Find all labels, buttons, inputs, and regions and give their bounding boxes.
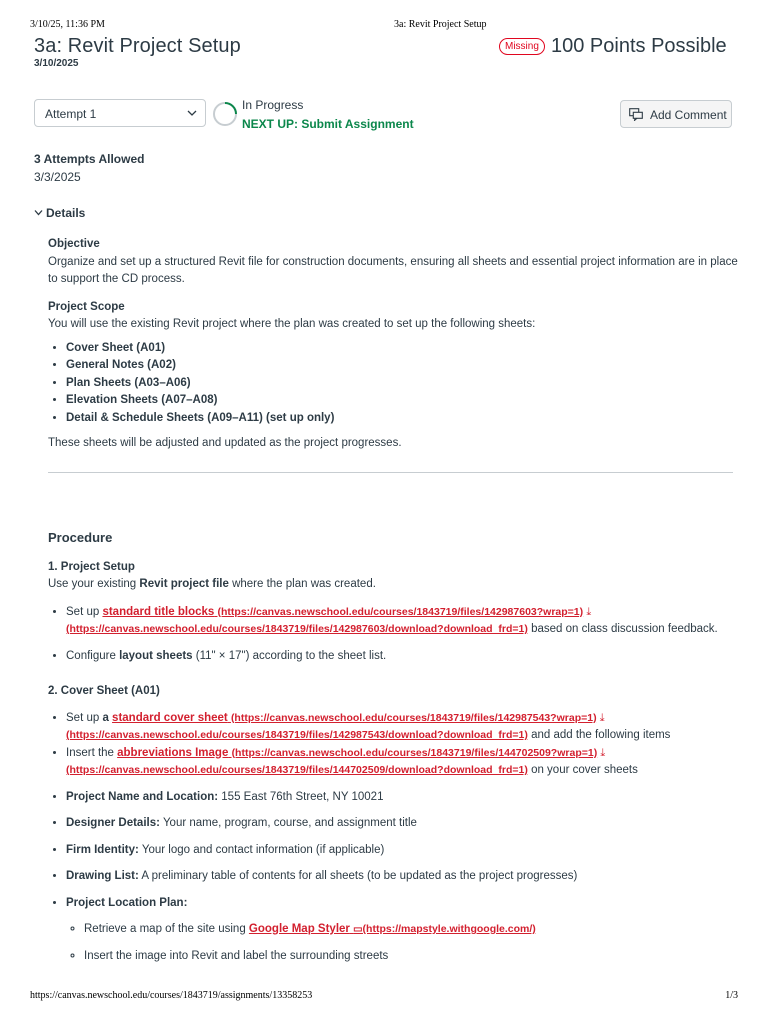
- location-sublist: [66, 921, 738, 965]
- details-label: Details: [46, 206, 86, 220]
- list-item: ◦ Insert the image into Revit and label the surrounding streets: [84, 948, 738, 966]
- assignment-date: 3/10/2025: [34, 58, 79, 69]
- download-icon[interactable]: ⤓: [586, 605, 592, 618]
- procedure-heading: Procedure: [48, 530, 113, 545]
- title-blocks-download-link[interactable]: (https://canvas.newschool.edu/courses/1843719/files/142987603/download?download_frd=1): [66, 623, 528, 635]
- details-toggle[interactable]: [34, 206, 85, 220]
- add-comment-button[interactable]: [620, 100, 732, 128]
- list-item: • Set up standard title blocks (https://canvas.newschool.edu/courses/1843719/files/142987603?wrap=1) ⤓ (https://canvas.newschool.edu/courses/1843719/files/142987603/download?download_frd=1) based on class discussion feedback.: [66, 604, 738, 639]
- cover-sheet-download-link[interactable]: (https://canvas.newschool.edu/courses/1843719/files/142987543/download?download_frd=1): [66, 729, 528, 741]
- list-item: ◦ Retrieve a map of the site using Google Map Styler ▭(https://mapstyle.withgoogle.com/): [84, 921, 738, 939]
- attempts-date: 3/3/2025: [34, 170, 81, 184]
- list-item: • Detail & Schedule Sheets (A09–A11) (set up only): [66, 410, 738, 428]
- list-item: • Elevation Sheets (A07–A08): [66, 392, 738, 410]
- list-item: • Set up a standard cover sheet (https://canvas.newschool.edu/courses/1843719/files/142987543?wrap=1) ⤓ (https://canvas.newschool.edu/courses/1843719/files/142987543/download?download_frd=1) and add the following items: [66, 710, 738, 745]
- download-icon[interactable]: ⤓: [600, 746, 606, 759]
- progress-ring-icon: [212, 101, 238, 127]
- add-comment-label: Add Comment: [650, 108, 727, 122]
- abbreviations-download-link[interactable]: (https://canvas.newschool.edu/courses/1843719/files/144702509/download?download_frd=1): [66, 764, 528, 776]
- print-footer: [30, 990, 738, 1004]
- list-item: • Project Name and Location: 155 East 76th Street, NY 10021: [66, 789, 738, 807]
- title-blocks-link[interactable]: standard title blocks (https://canvas.newschool.edu/courses/1843719/files/142987603?wrap=1): [102, 605, 584, 618]
- objective-text: Organize and set up a structured Revit file for construction documents, ensuring all sheets and essential project information are in place to support the CD process.: [48, 255, 738, 285]
- comment-icon: [629, 108, 643, 121]
- details-content: [48, 236, 738, 453]
- print-timestamp: 3/10/25, 11:36 PM: [30, 19, 105, 30]
- attempt-select-value: Attempt 1: [45, 107, 97, 121]
- section-divider: [48, 472, 733, 473]
- list-item: • General Notes (A02): [66, 357, 738, 375]
- list-item: • Plan Sheets (A03–A06): [66, 375, 738, 393]
- chevron-down-icon: [187, 108, 197, 118]
- list-item: • Designer Details: Your name, program, course, and assignment title: [66, 815, 738, 833]
- adjust-note: These sheets will be adjusted and updated as the project progresses.: [48, 437, 402, 449]
- list-item: • Insert the abbreviations Image (https://canvas.newschool.edu/courses/1843719/files/144702509?wrap=1) ⤓ (https://canvas.newschool.edu/courses/1843719/files/144702509/download?download_frd=1) on your cover sheets: [66, 745, 738, 780]
- list-item: • Cover Sheet (A01): [66, 340, 738, 358]
- step2-list: [48, 710, 738, 966]
- missing-badge: Missing: [499, 38, 545, 55]
- list-item: • Configure layout sheets (11" × 17") according to the sheet list.: [66, 648, 738, 666]
- print-page-number: 1/3: [725, 990, 738, 1001]
- external-link-icon: ▭: [353, 924, 363, 935]
- scope-heading: Project Scope: [48, 300, 125, 313]
- sheet-list: [48, 340, 738, 428]
- step2-heading: 2. Cover Sheet (A01): [48, 685, 160, 697]
- print-title: 3a: Revit Project Setup: [394, 19, 487, 30]
- step1-heading: 1. Project Setup: [48, 560, 135, 573]
- next-up-label: NEXT UP: Submit Assignment: [242, 117, 414, 131]
- abbreviations-link[interactable]: abbreviations Image (https://canvas.newschool.edu/courses/1843719/files/144702509?wrap=1): [117, 746, 598, 759]
- google-map-styler-link[interactable]: Google Map Styler ▭(https://mapstyle.withgoogle.com/): [248, 923, 536, 935]
- assignment-header: [34, 33, 734, 69]
- cover-sheet-link[interactable]: standard cover sheet (https://canvas.newschool.edu/courses/1843719/files/142987543?wrap=1): [112, 711, 597, 724]
- print-url: https://canvas.newschool.edu/courses/1843719/assignments/13358253: [30, 990, 313, 1001]
- list-item: • Drawing List: A preliminary table of contents for all sheets (to be updated as the project progresses): [66, 868, 738, 886]
- list-item: • Firm Identity: Your logo and contact information (if applicable): [66, 842, 738, 860]
- chevron-down-icon: [34, 208, 43, 217]
- step1-text: Use your existing Revit project file where the plan was created.: [48, 578, 376, 590]
- progress-status: In Progress: [242, 98, 304, 112]
- points-possible: 100 Points Possible: [551, 35, 727, 57]
- list-item: • Project Location Plan: ◦ Retrieve a map of the site using Google Map Styler ▭(https://mapstyle.withgoogle.com/) ◦ Insert the image into Revit and label the surrounding streets: [66, 895, 738, 966]
- procedure-section: [48, 529, 738, 965]
- step1-list: [48, 604, 738, 666]
- download-icon[interactable]: ⤓: [599, 711, 605, 724]
- objective-heading: Objective: [48, 238, 100, 250]
- page-title: 3a: Revit Project Setup: [34, 35, 241, 57]
- print-header: [30, 19, 738, 33]
- attempt-select[interactable]: [34, 99, 206, 127]
- attempts-allowed: 3 Attempts Allowed: [34, 152, 145, 166]
- scope-text: You will use the existing Revit project where the plan was created to set up the following sheets:: [48, 318, 536, 330]
